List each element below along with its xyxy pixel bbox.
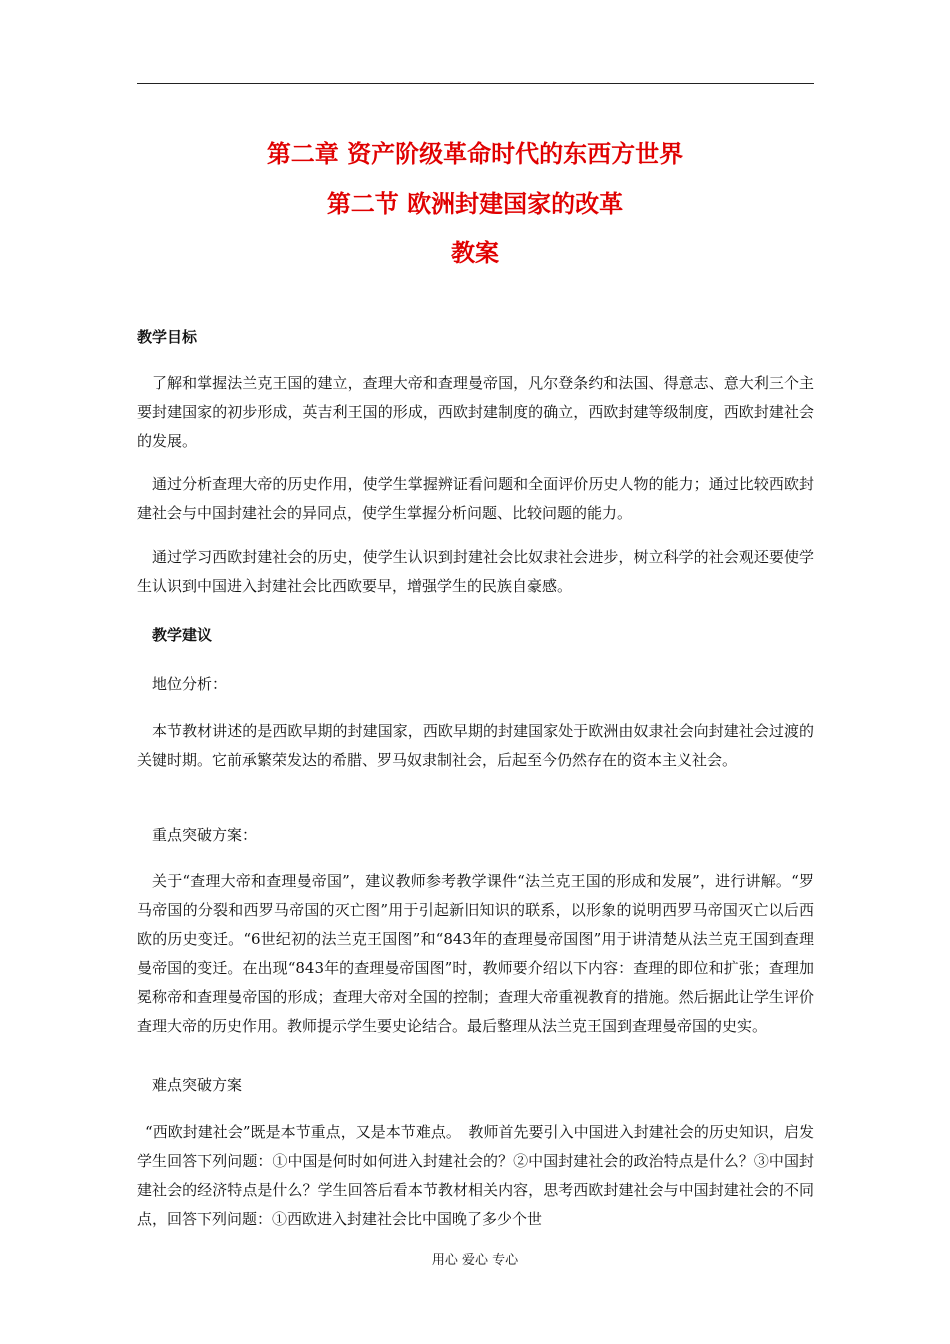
position-analysis-label: 地位分析： [152,675,228,693]
objectives-paragraph-2: 通过分析查理大帝的历史作用，使学生掌握辨证看问题和全面评价历史人物的能力；通过比较西欧封建社会与中国封建社会的异同点，使学生掌握分析问题、比较问题的能力。 [137,475,814,522]
suggestions-heading: 教学建议 [152,626,213,644]
objectives-paragraph-1: 了解和掌握法兰克王国的建立，查理大帝和查理曼帝国，凡尔登条约和法国、得意志、意大利三个主要封建国家的初步形成，英吉利王国的形成，西欧封建制度的确立，西欧封建等级制度，西欧封建社会的发展。 [137,374,814,450]
chapter-title: 第二章 资产阶级革命时代的东西方世界 [266,140,684,168]
objectives-paragraph-3: 通过学习西欧封建社会的历史，使学生认识到封建社会比奴隶社会进步，树立科学的社会观还要使学生认识到中国进入封建社会比西欧要早，增强学生的民族自豪感。 [137,548,814,595]
header-rule [137,83,814,84]
difficulty-label: 难点突破方案 [152,1076,243,1094]
objectives-heading: 教学目标 [137,328,198,346]
key-points-label: 重点突破方案： [152,826,258,844]
doc-type-title: 教案 [451,239,499,267]
key-points-text: 关于“查理大帝和查理曼帝国”，建议教师参考教学课件“法兰克王国的形成和发展”，进行讲解。“罗马帝国的分裂和西罗马帝国的灭亡图”用于引起新旧知识的联系，以形象的说明西罗马帝国灭亡以后西欧的历史变迁。“6世纪初的法兰克王国图”和“843年的查理曼帝国图”用于讲清楚从法兰克王国到查理曼帝国的变迁。在出现“843年的查理曼帝国图”时，教师要介绍以下内容：查理的即位和扩张；查理加冕称帝和查理曼帝国的形成；查理大帝对全国的控制；查理大帝重视教育的措施。然后据此让学生评价查理大帝的历史作用。教师提示学生要史论结合。最后整理从法兰克王国到查理曼帝国的史实。 [137,872,814,1035]
page-footer: 用心 爱心 专心 [431,1253,519,1268]
difficulty-text: “西欧封建社会”既是本节重点，又是本节难点。 教师首先要引入中国进入封建社会的历史知识，启发学生回答下列问题：①中国是何时如何进入封建社会的？②中国封建社会的政治特点是什么？③中国封建社会的经济特点是什么？学生回答后看本节教材相关内容，思考西欧封建社会与中国封建社会的不同点，回答下列问题：①西欧进入封建社会比中国晚了多少个世 [137,1123,814,1228]
section-title: 第二节 欧洲封建国家的改革 [326,190,624,218]
position-analysis-text: 本节教材讲述的是西欧早期的封建国家，西欧早期的封建国家处于欧洲由奴隶社会向封建社会过渡的关键时期。它前承繁荣发达的希腊、罗马奴隶制社会，后起至今仍然存在的资本主义社会。 [137,722,814,769]
